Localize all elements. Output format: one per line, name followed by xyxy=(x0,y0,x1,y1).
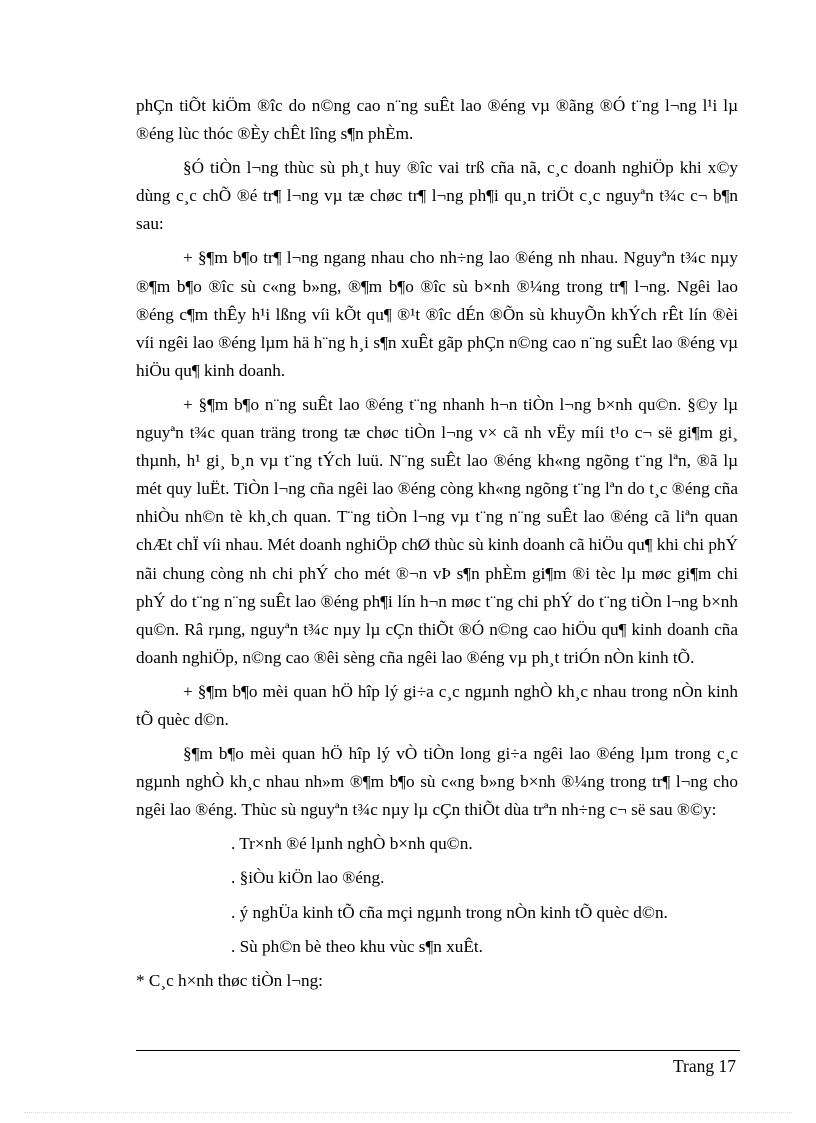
footer-rule xyxy=(136,1050,740,1051)
list-item: . ý nghÜa kinh tÕ cña mçi ngµnh trong nÒn kinh tÕ quèc d©n. xyxy=(231,902,668,922)
paragraph: §¶m b¶o mèi quan hÖ hîp lý vÒ tiÒn long gi÷a ngêi lao ®éng lµm trong c¸c ngµnh nghÒ kh¸c nhau nh»m ®¶m b¶o sù c«ng b»ng b×nh ®¼ng trong tr¶ l¬ng cho ngêi lao ®éng. Thùc sù nguyªn t¾c nµy lµ cÇn thiÕt dùa trªn nh÷ng c¬ së sau ®©y: xyxy=(136,744,738,820)
paragraph: + §¶m b¶o n¨ng suÊt lao ®éng t¨ng nhanh h¬n tiÒn l¬ng b×nh qu©n. §©y lµ nguyªn t¾c quan träng trong tæ chøc tiÒn l¬ng v× cã nh vËy míi t¹o c¬ së gi¶m gi¸ thµnh, h¹ gi¸ b¸n vµ t¨ng tÝch luü. N¨ng suÊt lao ®éng kh«ng ngõng t¨ng lªn, ®ã lµ mét quy luËt. TiÒn l¬ng cña ngêi lao ®éng còng kh«ng ngõng t¨ng lªn do t¸c ®éng cña nhiÒu nh©n tè kh¸ch quan. T¨ng tiÒn l¬ng vµ t¨ng n¨ng suÊt lao ®éng cã liªn quan chÆt chÏ víi nhau. Mét doanh nghiÖp chØ thùc sù kinh doanh cã hiÖu qu¶ khi chi phÝ nãi chung còng nh chi phÝ cho mét ®¬n vÞ s¶n phÈm gi¶m ®i tèc lµ møc gi¶m chi phÝ do t¨ng n¨ng suÊt lao ®éng ph¶i lín h¬n møc t¨ng chi phÝ do t¨ng tiÒn l¬ng b×nh qu©n. Râ rµng, nguyªn t¾c nµy lµ cÇn thiÕt ®Ó n©ng cao hiÖu qu¶ kinh doanh cña doanh nghiÖp, n©ng cao ®êi sèng cña ngêi lao ®éng vµ ph¸t triÓn nÒn kinh tÕ. xyxy=(136,394,738,667)
section-heading: * C¸c h×nh thøc tiÒn l¬ng: xyxy=(136,970,323,990)
criteria-list xyxy=(136,830,738,960)
page-content xyxy=(136,92,738,995)
paragraph: phÇn tiÕt kiÖm ®îc do n©ng cao n¨ng suÊt lao ®éng vµ ®ãng ®Ó t¨ng l¬ng l¹i lµ ®éng lùc thóc ®Èy chÊt lîng s¶n phÈm. xyxy=(136,96,738,144)
paragraph: §Ó tiÒn l¬ng thùc sù ph¸t huy ®îc vai trß cña nã, c¸c doanh nghiÖp khi x©y dùng c¸c chÕ ®é tr¶ l¬ng vµ tæ chøc tr¶ l¬ng ph¶i qu¸n triÖt c¸c nguyªn t¾c c¬ b¶n sau: xyxy=(136,158,738,234)
page-bottom-dotted-line xyxy=(24,1112,792,1113)
list-item: . Sù ph©n bè theo khu vùc s¶n xuÊt. xyxy=(231,936,483,956)
page-number: Trang 17 xyxy=(672,1056,736,1076)
list-item: . Tr×nh ®é lµnh nghÒ b×nh qu©n. xyxy=(231,834,473,854)
paragraph: + §¶m b¶o mèi quan hÖ hîp lý gi÷a c¸c ngµnh nghÒ kh¸c nhau trong nÒn kinh tÕ quèc d©n. xyxy=(136,681,738,729)
list-item: . §iÒu kiÖn lao ®éng. xyxy=(231,868,385,888)
paragraph: + §¶m b¶o tr¶ l¬ng ngang nhau cho nh÷ng lao ®éng nh nhau. Nguyªn t¾c nµy ®¶m b¶o ®îc sù c«ng b»ng, ®¶m b¶o ®îc sù b×nh ®¼ng trong tr¶ l¬ng. Ngêi lao ®éng c¶m thÊy h¹i lßng víi kÕt qu¶ ®¹t ®îc dÉn ®Õn sù khuyÕn khÝch rÊt lín ®èi víi ngêi lao ®éng lµm hä h¨ng h¸i s¶n xuÊt gãp phÇn n©ng cao n¨ng suÊt lao ®éng vµ hiÖu qu¶ kinh doanh. xyxy=(136,248,738,380)
